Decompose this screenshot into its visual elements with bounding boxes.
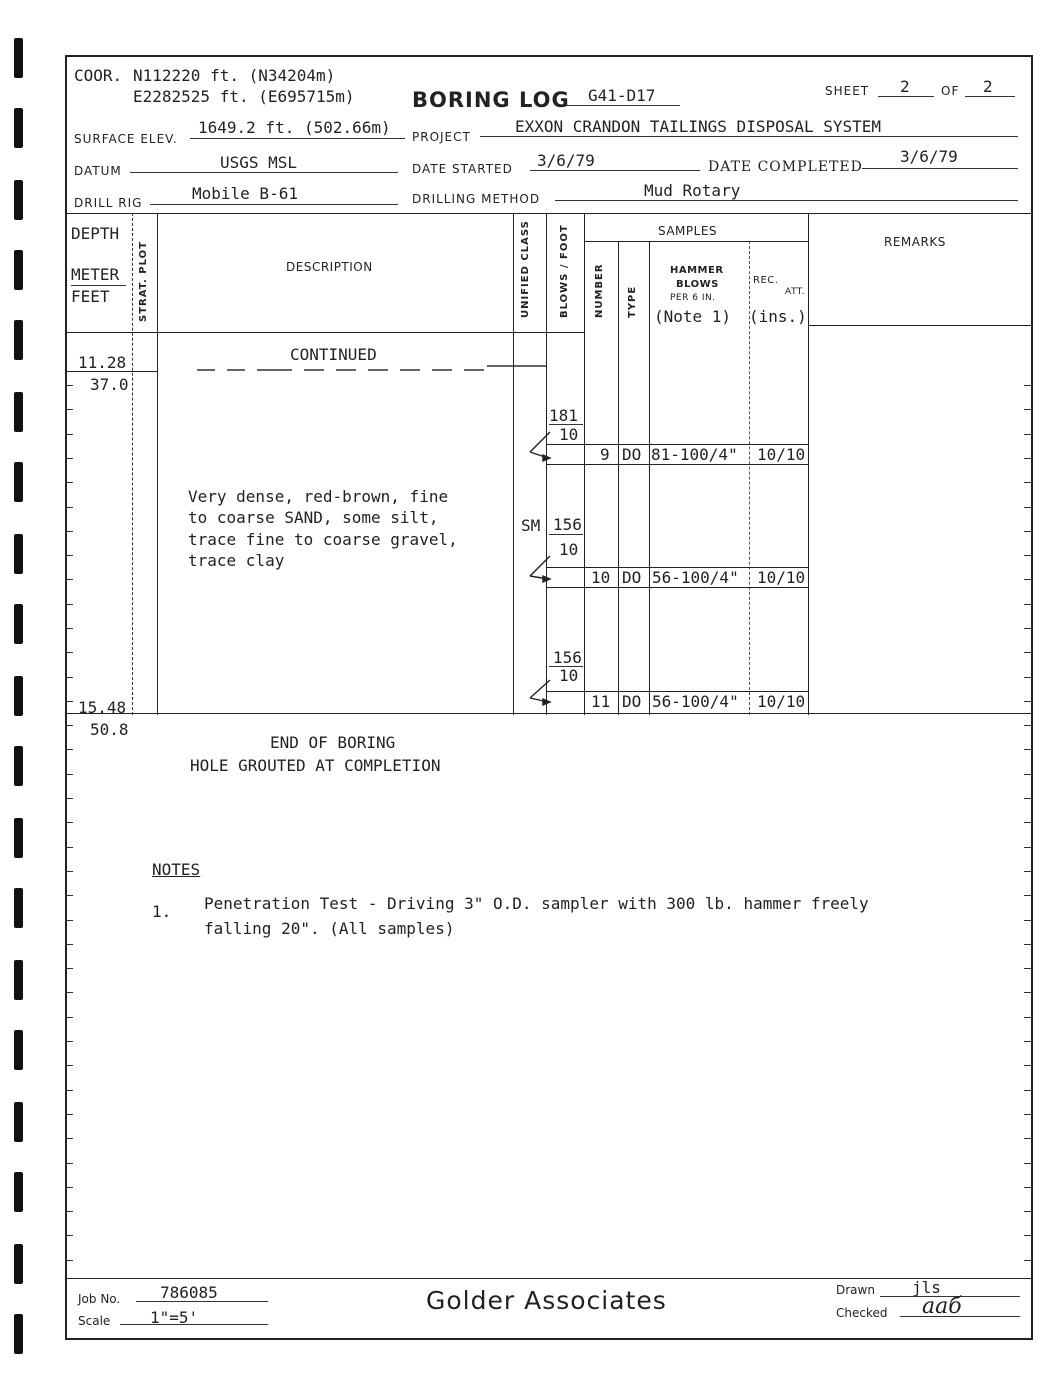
blows-bottom-value: 10 <box>559 425 579 444</box>
depth-tick <box>65 1163 73 1164</box>
number-header: NUMBER <box>594 263 605 318</box>
depth-tick <box>65 409 73 410</box>
depth-tick <box>1024 1235 1032 1236</box>
punch-hole <box>14 818 23 858</box>
depth-tick <box>1024 1138 1032 1139</box>
punch-hole <box>14 1030 23 1070</box>
depth-tick <box>65 434 73 435</box>
depth-bottom-feet: 50.8 <box>90 720 129 739</box>
punch-hole <box>14 320 23 360</box>
depth-tick <box>1024 482 1032 483</box>
punch-hole <box>14 604 23 644</box>
sheet-number: 2 <box>900 77 910 96</box>
note-line: Penetration Test - Driving 3" O.D. sampler with 300 lb. hammer freely <box>204 894 869 913</box>
job-no-line <box>136 1301 268 1302</box>
sample-row-bottom <box>546 464 808 465</box>
depth-tick <box>1024 531 1032 532</box>
depth-tick <box>65 458 73 459</box>
depth-tick <box>65 944 73 945</box>
depth-tick <box>1024 1065 1032 1066</box>
unified-left-line <box>513 213 514 715</box>
depth-tick <box>65 1187 73 1188</box>
depth-tick <box>65 1114 73 1115</box>
sheet-total: 2 <box>983 77 993 96</box>
depth-tick <box>65 1138 73 1139</box>
depth-tick <box>65 507 73 508</box>
depth-bottom-meters: 15.48 <box>78 698 127 717</box>
scale-line <box>120 1324 268 1325</box>
remarks-bottom <box>808 325 1033 326</box>
project-line <box>480 136 1018 137</box>
punch-hole <box>14 676 23 716</box>
punch-hole <box>14 462 23 502</box>
punch-hole <box>14 1172 23 1212</box>
depth-tick <box>65 628 73 629</box>
depth-tick <box>1024 944 1032 945</box>
depth-tick <box>65 579 73 580</box>
strat-plot-line <box>132 213 133 715</box>
description-header: DESCRIPTION <box>286 260 373 274</box>
depth-tick <box>1024 604 1032 605</box>
hammer-header-3: PER 6 IN. <box>670 293 716 303</box>
form-title: BORING LOG <box>412 88 570 112</box>
datum-label: DATUM <box>74 164 122 178</box>
feet-header: FEET <box>71 287 110 306</box>
att-header: ATT. <box>785 287 806 297</box>
checked-label: Checked <box>836 1306 888 1320</box>
remarks-header: REMARKS <box>884 235 946 249</box>
samples-header: SAMPLES <box>658 224 718 238</box>
depth-tick <box>65 895 73 896</box>
sample-type: DO <box>622 445 642 464</box>
punch-hole <box>14 392 23 432</box>
date-completed-label: DATE COMPLETED <box>708 159 863 175</box>
depth-tick <box>65 968 73 969</box>
datum-value: USGS MSL <box>220 153 298 172</box>
meter-header: METER <box>71 265 120 284</box>
sample-recovery: 10/10 <box>757 568 806 587</box>
drilling-method-value: Mud Rotary <box>644 181 741 200</box>
remarks-left-line <box>808 213 809 715</box>
sample-hammer: 56-100/4" <box>652 568 739 587</box>
drill-rig-line <box>150 204 398 205</box>
depth-tick <box>65 774 73 775</box>
footer-divider <box>65 1278 1033 1279</box>
depth-tick <box>65 604 73 605</box>
depth-tick <box>65 701 73 702</box>
scale-label: Scale <box>78 1314 111 1328</box>
depth-tick <box>1024 579 1032 580</box>
date-completed-line <box>862 168 1018 169</box>
type-header: TYPE <box>627 285 638 318</box>
notes-heading: NOTES <box>152 860 201 879</box>
hole-grouted-text: HOLE GROUTED AT COMPLETION <box>190 756 441 775</box>
header-divider <box>65 213 1033 214</box>
depth-tick <box>1024 749 1032 750</box>
punch-hole <box>14 1244 23 1284</box>
drilling-method-line <box>555 200 1018 201</box>
date-completed-value: 3/6/79 <box>900 147 958 166</box>
punch-hole <box>14 1102 23 1142</box>
depth-tick <box>65 385 73 386</box>
depth-tick <box>1024 409 1032 410</box>
depth-tick <box>1024 847 1032 848</box>
depth-top-meters: 11.28 <box>78 353 127 372</box>
depth-tick <box>1024 798 1032 799</box>
depth-tick <box>1024 507 1032 508</box>
surface-elev-line <box>190 138 405 139</box>
hammer-right-line <box>749 241 750 715</box>
job-no-label: Job No. <box>78 1292 121 1306</box>
description-line: Very dense, red-brown, fine <box>188 487 449 506</box>
description-line: trace clay <box>188 551 285 570</box>
continued-label: CONTINUED <box>290 345 377 364</box>
depth-tick <box>65 749 73 750</box>
sample-recovery: 10/10 <box>757 445 806 464</box>
hammer-note: (Note 1) <box>654 307 732 326</box>
sample-recovery: 10/10 <box>757 692 806 711</box>
company-name: Golder Associates <box>426 1286 667 1315</box>
sample-hammer: 81-100/4" <box>651 445 738 464</box>
unified-class-header: UNIFIED CLASS <box>520 220 531 318</box>
depth-tick <box>1024 822 1032 823</box>
depth-header: DEPTH <box>71 224 120 243</box>
rec-header: REC. <box>753 275 779 286</box>
boring-id: G41-D17 <box>588 86 656 105</box>
depth-tick <box>65 871 73 872</box>
coord-north: N112220 ft. (N34204m) <box>133 66 336 85</box>
blows-foot-header: BLOWS / FOOT <box>559 224 570 318</box>
description-left-line <box>157 213 158 715</box>
depth-tick <box>65 992 73 993</box>
surface-elev-value: 1649.2 ft. (502.66m) <box>198 118 391 137</box>
depth-top-feet: 37.0 <box>90 375 129 394</box>
punch-hole <box>14 180 23 220</box>
depth-tick <box>1024 725 1032 726</box>
depth-tick <box>65 482 73 483</box>
sample-type: DO <box>622 692 642 711</box>
depth-tick <box>65 677 73 678</box>
continued-dash-line <box>157 362 547 374</box>
sheet-label: SHEET <box>825 84 870 98</box>
sample-type: DO <box>622 568 642 587</box>
job-no-value: 786085 <box>160 1283 218 1302</box>
depth-tick <box>65 652 73 653</box>
hammer-header-1: HAMMER <box>670 265 724 276</box>
depth-tick <box>65 1211 73 1212</box>
of-label: OF <box>941 84 960 98</box>
project-label: PROJECT <box>412 130 471 144</box>
depth-tick <box>65 1260 73 1261</box>
depth-tick <box>1024 895 1032 896</box>
depth-tick <box>65 531 73 532</box>
sheet-number-line <box>878 96 934 97</box>
punch-hole <box>14 38 23 78</box>
blows-top-value: 156 <box>553 515 582 534</box>
depth-tick <box>1024 677 1032 678</box>
date-started-line <box>530 170 700 171</box>
description-line: trace fine to coarse gravel, <box>188 530 458 549</box>
coord-east: E2282525 ft. (E695715m) <box>133 87 355 106</box>
depth-tick <box>65 920 73 921</box>
datum-line <box>130 172 398 173</box>
depth-tick <box>65 1235 73 1236</box>
description-line: to coarse SAND, some silt, <box>188 508 439 527</box>
punch-hole <box>14 1314 23 1354</box>
hammer-header-2: BLOWS <box>676 279 719 290</box>
depth-tick <box>1024 1090 1032 1091</box>
depth-tick <box>1024 1114 1032 1115</box>
end-of-boring-line <box>65 713 1033 714</box>
depth-tick <box>1024 385 1032 386</box>
sample-number: 11 <box>591 692 611 711</box>
sample-number: 10 <box>591 568 611 587</box>
drawn-value: jls <box>912 1278 941 1297</box>
punch-hole <box>14 250 23 290</box>
boring-id-line <box>566 105 680 106</box>
punch-hole <box>14 888 23 928</box>
depth-tick <box>65 555 73 556</box>
depth-tick <box>65 847 73 848</box>
number-right-line <box>618 241 619 715</box>
depth-tick <box>1024 1211 1032 1212</box>
punch-hole <box>14 108 23 148</box>
punch-hole <box>14 960 23 1000</box>
checked-signature: ааб <box>922 1294 962 1319</box>
sheet-total-line <box>965 96 1015 97</box>
depth-tick <box>1024 458 1032 459</box>
punch-hole <box>14 534 23 574</box>
rec-units: (ins.) <box>749 307 807 326</box>
depth-tick <box>1024 968 1032 969</box>
blows-bottom-value: 10 <box>559 540 579 559</box>
drilling-method-label: DRILLING METHOD <box>412 192 541 206</box>
depth-tick <box>1024 1017 1032 1018</box>
date-started-value: 3/6/79 <box>537 151 595 170</box>
type-right-line <box>649 241 650 715</box>
depth-tick <box>65 798 73 799</box>
depth-tick <box>1024 1187 1032 1188</box>
depth-tick <box>1024 701 1032 702</box>
unified-class-value: SM <box>521 516 541 535</box>
meter-feet-divider <box>71 285 126 286</box>
columns-bottom-left <box>65 332 585 333</box>
blows-top-value: 156 <box>553 648 582 667</box>
depth-tick <box>1024 871 1032 872</box>
surface-elev-label: SURFACE ELEV. <box>74 132 178 146</box>
sample-arrows <box>524 420 554 720</box>
blows-top-value: 181 <box>549 406 578 425</box>
depth-tick <box>1024 1041 1032 1042</box>
project-value: EXXON CRANDON TAILINGS DISPOSAL SYSTEM <box>515 117 882 136</box>
strat-plot-header: STRAT. PLOT <box>138 241 149 322</box>
depth-tick <box>1024 434 1032 435</box>
depth-tick <box>1024 555 1032 556</box>
drill-rig-label: DRILL RIG <box>74 196 143 210</box>
drill-rig-value: Mobile B-61 <box>192 184 298 203</box>
checked-line <box>900 1316 1020 1317</box>
end-of-boring-text: END OF BORING <box>270 733 396 752</box>
depth-tick <box>1024 774 1032 775</box>
depth-tick <box>1024 628 1032 629</box>
blows-bottom-value: 10 <box>559 666 579 685</box>
sample-hammer: 56-100/4" <box>652 692 739 711</box>
depth-tick <box>1024 920 1032 921</box>
sample-number: 9 <box>600 445 610 464</box>
depth-tick <box>65 725 73 726</box>
punch-hole <box>14 746 23 786</box>
blows-fraction-line <box>549 534 583 535</box>
depth-tick <box>65 1041 73 1042</box>
depth-tick <box>65 1090 73 1091</box>
date-started-label: DATE STARTED <box>412 162 513 176</box>
scale-value: 1"=5' <box>150 1308 199 1327</box>
depth-tick <box>1024 652 1032 653</box>
depth-tick <box>65 822 73 823</box>
sample-row-bottom <box>546 587 808 588</box>
depth-tick <box>1024 1163 1032 1164</box>
depth-tick <box>65 1065 73 1066</box>
note-number: 1. <box>152 902 172 921</box>
depth-tick <box>65 1017 73 1018</box>
drawn-label: Drawn <box>836 1283 875 1297</box>
depth-tick <box>1024 992 1032 993</box>
coord-label: COOR. <box>74 66 123 85</box>
depth-tick <box>1024 1260 1032 1261</box>
note-line: falling 20". (All samples) <box>204 919 455 938</box>
